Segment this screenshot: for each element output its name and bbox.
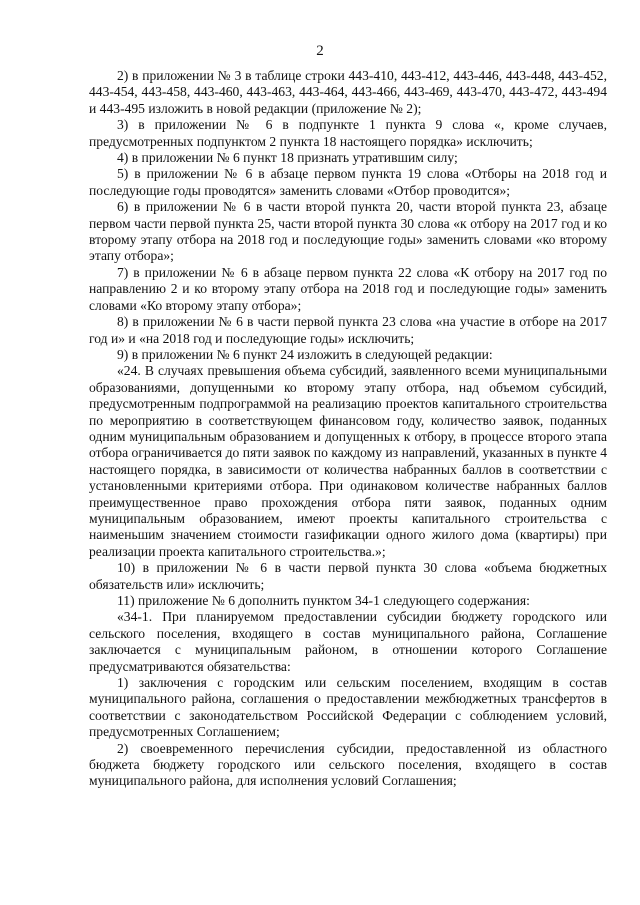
- paragraph-item-4: 4) в приложении № 6 пункт 18 признать утратившим силу;: [117, 150, 458, 166]
- paragraph-item-3: 3) в приложении № 6 в подпункте 1 пункта 9 слова «, кроме случаев, предусмотренных подпунктом 2 пункта 18 настоящего порядка» исключить;: [89, 117, 607, 149]
- paragraph-item-6: 6) в приложении № 6 в части второй пункта 20, части второй пункта 23, абзаце первом части первой пункта 25, части второй пункта 30 слова «к отбору на 2017 год и ко второму этапу отбора на 2018 год и последующие годы» заменить словами «ко второму этапу отбора»;: [89, 199, 607, 264]
- paragraph-item-11: 11) приложение № 6 дополнить пунктом 34-1 следующего содержания:: [117, 593, 530, 608]
- quoted-clause-24: «24. В случаях превышения объема субсидий, заявленного всеми муниципальными образованиями, допущенными ко второму этапу отбора, над объемом субсидий, предусмотренным подпрограммой на реализацию проектов капитального строительства по мероприятию в соответствующем финансовом году, количество заявок, поданных одним муниципальным образованием и допущенных к отбору, в процессе второго этапа отбора ограничивается до пяти заявок по каждому из направлений, указанных в пункте 4 настоящего порядка, в зависимости от количества набранных баллов в соответствии с установленными критериями отбора. При одинаковом количестве набранных баллов преимущественное право прохождения отбора пяти заявок, поданных одним муниципальным образованием, имеют проекты капитального строительства с наименьшим значением стоимости газификации одного жилого дома (квартиры) при реализации проекта капитального строительства.»;: [89, 363, 607, 559]
- paragraph-item-8: 8) в приложении № 6 в части первой пункта 23 слова «на участие в отборе на 2017 год и» и «на 2018 год и последующие годы» исключить;: [89, 314, 607, 346]
- sub-item-2: 2) своевременного перечисления субсидии, предоставленной из областного бюджета бюджету городского или сельского поселения, входящего в состав муниципального района, для исполнения условий Соглашения;: [89, 740, 607, 789]
- paragraph-item-10: 10) в приложении № 6 в части первой пункта 30 слова «объема бюджетных обязательств или» исключить;: [89, 560, 607, 592]
- paragraph-item-5: 5) в приложении № 6 в абзаце первом пункта 19 слова «Отборы на 2018 год и последующие годы проводятся» заменить словами «Отбор проводится»;: [89, 166, 607, 198]
- quoted-clause-34-1: «34-1. При планируемом предоставлении субсидии бюджету городского или сельского поселения, входящего в состав муниципального района, Соглашение заключается с муниципальным районом, в отношении которого Соглашение предусматриваются обязательства:: [89, 609, 607, 674]
- paragraph-item-2: 2) в приложении № 3 в таблице строки 443-410, 443-412, 443-446, 443-448, 443-452, 443-454, 443-458, 443-460, 443-463, 443-464, 443-466, 443-469, 443-470, 443-472, 443-494 и 443-495 изложить в новой редакции (приложение № 2);: [89, 68, 607, 116]
- paragraph-item-9: 9) в приложении № 6 пункт 24 изложить в следующей редакции:: [117, 346, 493, 362]
- document-body: [89, 68, 607, 790]
- page-number: 2: [316, 43, 324, 59]
- sub-item-1: 1) заключения с городским или сельским поселением, входящим в состав муниципального района, соглашения о предоставлении межбюджетных трансфертов в соответствии с законодательством Российской Федерации с соблюдением условий, предусмотренных Соглашением;: [89, 675, 607, 740]
- paragraph-item-7: 7) в приложении № 6 в абзаце первом пункта 22 слова «К отбору на 2017 год по направлению 2 и ко второму этапу отбора на 2018 год и последующие годы» заменить словами «Ко второму этапу отбора»;: [89, 264, 607, 313]
